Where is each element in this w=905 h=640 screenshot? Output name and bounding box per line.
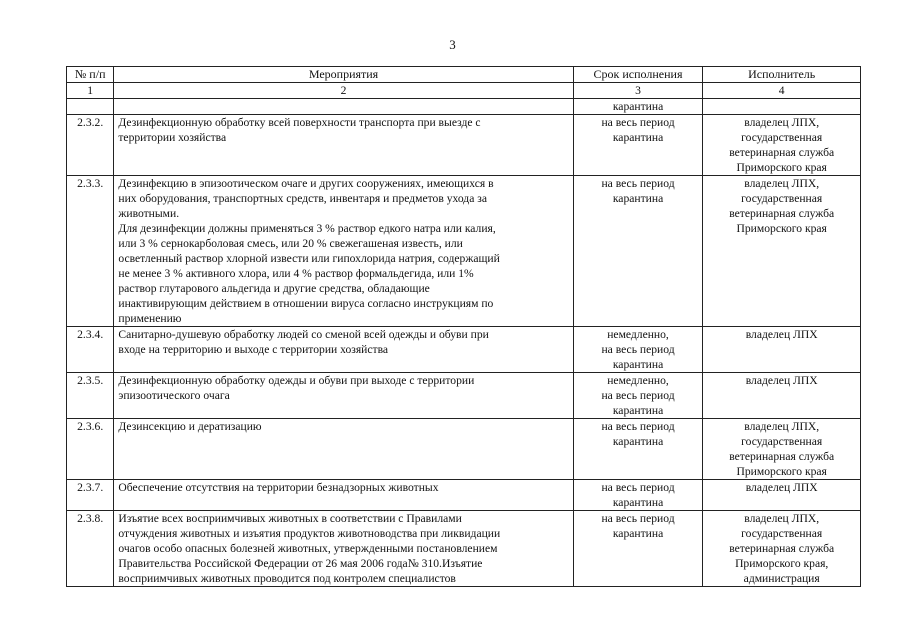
row-action-line: животными.	[118, 207, 180, 220]
column-index: 2	[114, 83, 573, 99]
table-row	[67, 373, 861, 419]
row-executor	[703, 176, 861, 327]
measures-table	[66, 66, 861, 587]
column-index: 3	[573, 83, 703, 99]
row-executor	[703, 419, 861, 480]
row-action-line: или 3 % сернокарболовая смесь, или 20 % свежегашеная известь, или	[118, 237, 463, 250]
row-action	[114, 176, 573, 327]
row-executor-line: Приморского края	[736, 222, 827, 235]
row-executor-line: Приморского края,	[735, 557, 829, 570]
row-term-line: карантина	[612, 404, 664, 417]
header-row	[67, 67, 861, 83]
row-action-line: отчуждения животных и изъятия продуктов животноводства при ликвидации	[118, 527, 501, 540]
row-executor-line: ветеринарная служба	[729, 542, 835, 555]
row-executor-line: владелец ЛПХ	[745, 374, 818, 387]
continuation-num	[67, 99, 114, 115]
row-action-line: раствор глутарового альдегида и другие средства, обладающие	[118, 282, 430, 295]
row-executor-line: государственная	[741, 527, 823, 540]
row-executor	[703, 115, 861, 176]
continuation-action	[114, 99, 573, 115]
row-executor-line: ветеринарная служба	[729, 146, 835, 159]
row-action-line: Дезинфекцию в эпизоотическом очаге и других сооружениях, имеющихся в	[118, 177, 494, 190]
row-term-line: карантина	[612, 435, 664, 448]
row-term-line: карантина	[612, 527, 664, 540]
row-action-line: осветленный раствор хлорной извести или гипохлорида натрия, содержащий	[118, 252, 500, 265]
row-term-line: карантина	[612, 192, 664, 205]
row-action-line: Изъятие всех восприимчивых животных в соответствии с Правилами	[118, 512, 462, 525]
row-term-line: на весь период	[601, 177, 675, 190]
row-term-line: на весь период	[601, 343, 675, 356]
table-row	[67, 419, 861, 480]
row-term	[573, 115, 703, 176]
row-action-line: Правительства Российской Федерации от 26 мая 2006 года№ 310.Изъятие	[118, 557, 483, 570]
table-row	[67, 176, 861, 327]
table-row	[67, 511, 861, 587]
header-num: № п/п	[67, 67, 114, 83]
row-term-line: на весь период	[601, 389, 675, 402]
row-executor-line: ветеринарная служба	[729, 207, 835, 220]
row-executor-line: владелец ЛПХ	[745, 328, 818, 341]
row-executor-line: владелец ЛПХ,	[744, 420, 820, 433]
row-action-line: входе на территорию и выходе с территории хозяйства	[118, 343, 389, 356]
column-index: 1	[67, 83, 114, 99]
row-executor-line: государственная	[741, 131, 823, 144]
row-number: 2.3.5.	[67, 373, 114, 419]
row-term-line: на весь период	[601, 116, 675, 129]
row-executor-line: владелец ЛПХ	[745, 481, 818, 494]
row-action	[114, 419, 573, 480]
row-term-line: на весь период	[601, 420, 675, 433]
row-action-line: эпизоотического очага	[118, 389, 230, 402]
table-row	[67, 480, 861, 511]
row-executor	[703, 327, 861, 373]
row-executor-line: Приморского края	[736, 161, 827, 174]
row-action	[114, 327, 573, 373]
header-term: Срок исполнения	[573, 67, 703, 83]
page-number: 3	[449, 37, 456, 52]
row-number: 2.3.7.	[67, 480, 114, 511]
row-executor	[703, 373, 861, 419]
row-term-line: немедленно,	[607, 328, 669, 341]
row-number: 2.3.3.	[67, 176, 114, 327]
row-executor-line: ветеринарная служба	[729, 450, 835, 463]
row-action-line: Санитарно-душевую обработку людей со сменой всей одежды и обуви при	[118, 328, 489, 341]
header-executor: Исполнитель	[703, 67, 861, 83]
row-action-line: не менее 3 % активного хлора, или 4 % раствор формальдегида, или 1%	[118, 267, 474, 280]
header-action: Мероприятия	[114, 67, 573, 83]
row-action	[114, 511, 573, 587]
row-term	[573, 419, 703, 480]
column-index: 4	[703, 83, 861, 99]
row-term-line: на весь период	[601, 481, 675, 494]
continuation-row	[67, 99, 861, 115]
row-action-line: Обеспечение отсутствия на территории безнадзорных животных	[118, 481, 439, 494]
row-executor-line: владелец ЛПХ,	[744, 116, 820, 129]
row-action-line: территории хозяйства	[118, 131, 227, 144]
row-executor-line: владелец ЛПХ,	[744, 177, 820, 190]
row-term-line: карантина	[612, 358, 664, 371]
row-executor	[703, 480, 861, 511]
continuation-executor	[703, 99, 861, 115]
row-term	[573, 327, 703, 373]
row-action-line: очагов особо опасных болезней животных, утвержденными постановлением	[118, 542, 498, 555]
row-number: 2.3.4.	[67, 327, 114, 373]
row-action-line: Дезинфекционную обработку всей поверхности транспорта при выезде с	[118, 116, 481, 129]
continuation-term: карантина	[573, 99, 703, 115]
row-term	[573, 373, 703, 419]
column-index-row	[67, 83, 861, 99]
row-action-line: Дезинсекцию и дератизацию	[118, 420, 262, 433]
row-executor-line: Приморского края	[736, 465, 827, 478]
row-term-line: немедленно,	[607, 374, 669, 387]
row-number: 2.3.6.	[67, 419, 114, 480]
table-row	[67, 115, 861, 176]
table-row	[67, 327, 861, 373]
row-term	[573, 511, 703, 587]
row-executor-line: государственная	[741, 192, 823, 205]
row-executor-line: владелец ЛПХ,	[744, 512, 820, 525]
row-action-line: применению	[118, 312, 182, 325]
row-executor-line: администрация	[743, 572, 820, 585]
row-term-line: карантина	[612, 131, 664, 144]
row-action	[114, 480, 573, 511]
row-action	[114, 373, 573, 419]
row-number: 2.3.2.	[67, 115, 114, 176]
row-term	[573, 176, 703, 327]
row-action-line: них оборудования, транспортных средств, инвентаря и предметов ухода за	[118, 192, 487, 205]
row-action-line: Для дезинфекции должны применяться 3 % раствор едкого натра или калия,	[118, 222, 496, 235]
row-action	[114, 115, 573, 176]
row-term	[573, 480, 703, 511]
row-action-line: Дезинфекционную обработку одежды и обуви при выходе с территории	[118, 374, 475, 387]
row-action-line: восприимчивых животных проводится под контролем специалистов	[118, 572, 456, 585]
row-action-line: инактивирующим действием в отношении вируса согласно инструкциям по	[118, 297, 494, 310]
row-number: 2.3.8.	[67, 511, 114, 587]
row-executor	[703, 511, 861, 587]
row-term-line: карантина	[612, 496, 664, 509]
row-term-line: на весь период	[601, 512, 675, 525]
row-executor-line: государственная	[741, 435, 823, 448]
